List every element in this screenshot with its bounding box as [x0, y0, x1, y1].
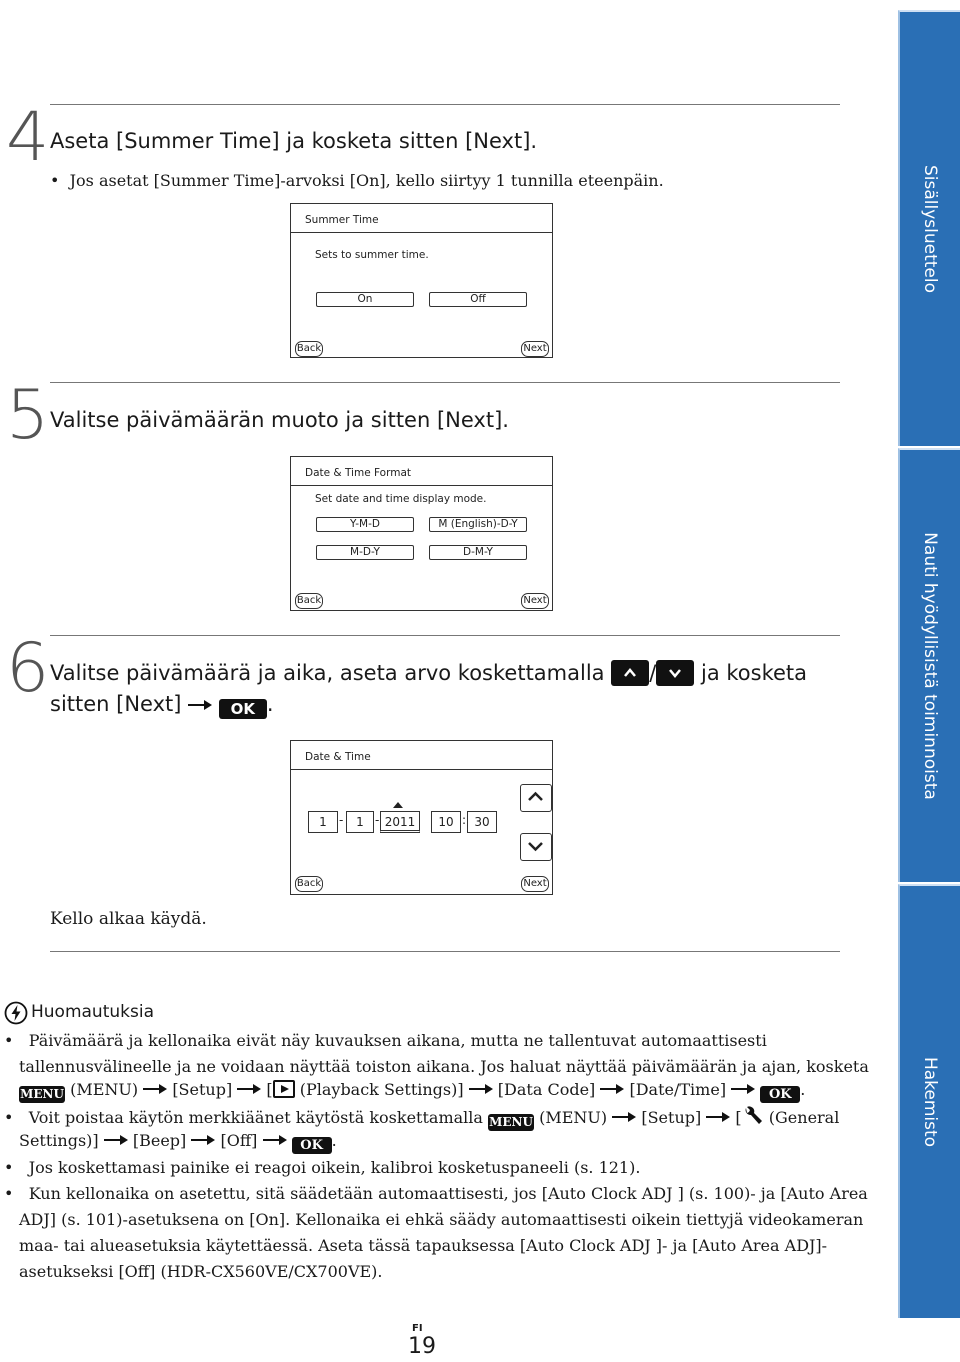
title-text: Valitse päivämäärä ja aika, aseta arvo koskettamalla [50, 661, 605, 685]
screen-header: Date & Time Format [305, 467, 411, 479]
month-field[interactable]: 1 [308, 811, 338, 833]
ok-key-icon: OK [292, 1137, 332, 1154]
note-4-line-4 [19, 1262, 383, 1281]
step-divider [50, 104, 840, 105]
chevron-down-icon [521, 834, 550, 859]
day-field[interactable]: 1 [346, 811, 374, 833]
right-arrow-icon [143, 1084, 167, 1094]
title-text: ja kosketa [700, 661, 807, 685]
wrench-icon [742, 1106, 764, 1126]
time-separator: : [462, 813, 467, 827]
tab-label: Nauti hyödyllisistä toiminnoista [920, 532, 940, 800]
date-separator: - [375, 813, 380, 827]
playback-icon [273, 1080, 295, 1098]
right-arrow-icon [104, 1135, 128, 1145]
notes-heading: Huomautuksia [31, 1002, 154, 1022]
note-text: Kun kellonaika on asetettu, sitä säädetään automaattisesti, jos [Auto Clock ADJ ] (s. 100)- ja [Auto Area [28, 1184, 868, 1203]
next-button[interactable]: Next [521, 876, 549, 892]
slash-text: / [649, 661, 657, 685]
screen-message: Set date and time display mode. [315, 493, 487, 505]
down-arrow-key-icon [656, 660, 694, 686]
note-text: Voit poistaa käytön merkkiäänet käytöstä koskettamalla [28, 1108, 483, 1127]
right-arrow-icon [263, 1135, 287, 1145]
note-2-line-1: • Voit poistaa käytön merkkiäänet käytöstä koskettamalla MENU (MENU) [Setup] [ (General [4, 1108, 840, 1129]
tab-useful-functions[interactable] [898, 448, 960, 882]
format-option-m-d-y[interactable]: M-D-Y [316, 545, 414, 560]
note-text: asetukseksi [Off] (HDR-CX560VE/CX700VE). [19, 1262, 383, 1281]
note-4-line-3 [19, 1236, 827, 1255]
note-text: (Playback Settings)] [299, 1080, 464, 1099]
note-4-line-1: • Kun kellonaika on asetettu, sitä säädetään automaattisesti, jos [Auto Clock ADJ ] (s. 100)- ja [Auto Area [4, 1184, 868, 1203]
right-arrow-icon [612, 1112, 636, 1122]
format-option-d-m-y[interactable]: D-M-Y [429, 545, 527, 560]
bullet-dot: • [50, 171, 70, 190]
section-divider [50, 951, 840, 952]
step-number-5: 5 [6, 376, 48, 455]
note-text: Jos koskettamasi painike ei reagoi oikein, kalibroi kosketuspaneeli (s. 121). [28, 1158, 641, 1177]
right-arrow-icon [469, 1084, 493, 1094]
note-1-line-2 [19, 1057, 869, 1076]
step-4-bullet [50, 171, 664, 190]
note-text: ADJ] (s. 101)-asetuksena on [On]. Kellonaika ei ehkä säädy automaattisesti oikein tiettyjä videokameran [19, 1210, 864, 1229]
tab-label: Hakemisto [920, 1056, 940, 1148]
note-text: [ [266, 1080, 273, 1099]
note-text: (MENU) [539, 1108, 608, 1127]
note-text: [Data Code] [497, 1080, 596, 1099]
tab-label: Sisällysluettelo [920, 164, 940, 294]
on-button[interactable]: On [316, 292, 414, 307]
note-text: . [800, 1080, 806, 1099]
note-text: [Date/Time] [629, 1080, 727, 1099]
screen-header-line [291, 769, 552, 770]
title-text: sitten [Next] [50, 692, 182, 716]
page-number: 19 [408, 1334, 436, 1359]
selection-indicator-icon [393, 802, 403, 808]
note-text: [Setup] [172, 1080, 233, 1099]
step-divider [50, 635, 840, 636]
note-text: [Off] [220, 1131, 258, 1150]
language-code: FI [412, 1323, 423, 1334]
note-text: Päivämäärä ja kellonaika eivät näy kuvauksen aikana, mutta ne tallentuvat automaattisesti [28, 1031, 767, 1050]
step-number-4: 4 [6, 98, 48, 177]
note-text: (General [768, 1108, 840, 1127]
step-divider [50, 382, 840, 383]
screen-message: Sets to summer time. [315, 249, 429, 261]
next-button[interactable]: Next [521, 341, 549, 357]
period-text: . [266, 692, 274, 716]
note-1-line-1: • Päivämäärä ja kellonaika eivät näy kuvauksen aikana, mutta ne tallentuvat automaattisesti [4, 1031, 767, 1050]
up-arrow-key-icon [611, 660, 649, 686]
back-button[interactable]: Back [295, 593, 323, 609]
step-5-title: Valitse päivämäärän muoto ja sitten [Next]. [50, 408, 509, 432]
note-text: [Beep] [132, 1131, 187, 1150]
right-arrow-icon [188, 700, 212, 710]
summer-time-screen [290, 203, 553, 358]
screen-header-line [291, 485, 552, 486]
step-number-6: 6 [6, 629, 48, 708]
menu-key-icon: MENU [489, 1115, 533, 1129]
hour-field[interactable]: 10 [431, 811, 461, 833]
off-button[interactable]: Off [429, 292, 527, 307]
decrease-button[interactable] [520, 833, 552, 861]
format-option-m-english-d-y[interactable]: M (English)-D-Y [429, 517, 527, 532]
note-text: . [331, 1131, 337, 1150]
note-text: tallennusvälineelle ja ne voidaan näyttää toiston aikana. Jos haluat näyttää päivämäärän ja ajan, kosketa [19, 1057, 869, 1076]
clock-starts-text: Kello alkaa käydä. [50, 909, 207, 929]
bullet-text: Jos asetat [Summer Time]-arvoksi [On], kello siirtyy 1 tunnilla eteenpäin. [69, 171, 664, 190]
date-time-screen [290, 740, 553, 895]
note-text: [Setup] [641, 1108, 702, 1127]
screen-header-line [291, 232, 552, 233]
back-button[interactable]: Back [295, 341, 323, 357]
menu-key-icon: MENU [20, 1087, 64, 1101]
format-option-y-m-d[interactable]: Y-M-D [316, 517, 414, 532]
year-field[interactable]: 2011 [380, 811, 420, 833]
note-text: Settings)] [19, 1131, 99, 1150]
right-arrow-icon [706, 1112, 730, 1122]
minute-field[interactable]: 30 [467, 811, 497, 833]
screen-header: Summer Time [305, 214, 379, 226]
step-6-title-line2 [50, 692, 274, 719]
ok-key-icon: OK [760, 1086, 800, 1103]
note-2-line-2 [19, 1131, 337, 1154]
next-button[interactable]: Next [521, 593, 549, 609]
screen-header: Date & Time [305, 751, 371, 763]
notes-list [4, 1028, 869, 1288]
date-format-screen [290, 456, 553, 611]
ok-key-icon: OK [219, 699, 267, 719]
right-arrow-icon [191, 1135, 215, 1145]
note-1-line-3 [19, 1080, 805, 1103]
note-3: • Jos koskettamasi painike ei reagoi oikein, kalibroi kosketuspaneeli (s. 121). [4, 1158, 641, 1177]
tab-index[interactable] [898, 884, 960, 1318]
note-text: maa- tai alueasetuksia käytettäessä. Aseta tässä tapauksessa [Auto Clock ADJ ]- ja [Auto Area ADJ]- [19, 1236, 828, 1255]
note-text: (MENU) [70, 1080, 139, 1099]
caution-icon [4, 1001, 28, 1025]
right-arrow-icon [731, 1084, 755, 1094]
step-4-title: Aseta [Summer Time] ja kosketa sitten [Next]. [50, 129, 538, 153]
step-6-title-line1 [50, 660, 807, 686]
tab-contents[interactable] [898, 10, 960, 446]
right-arrow-icon [600, 1084, 624, 1094]
note-4-line-2 [19, 1210, 863, 1229]
note-text: [ [735, 1108, 742, 1127]
increase-button[interactable] [520, 784, 552, 812]
right-arrow-icon [237, 1084, 261, 1094]
back-button[interactable]: Back [295, 876, 323, 892]
date-separator: - [339, 813, 344, 827]
chevron-up-icon [521, 785, 550, 810]
